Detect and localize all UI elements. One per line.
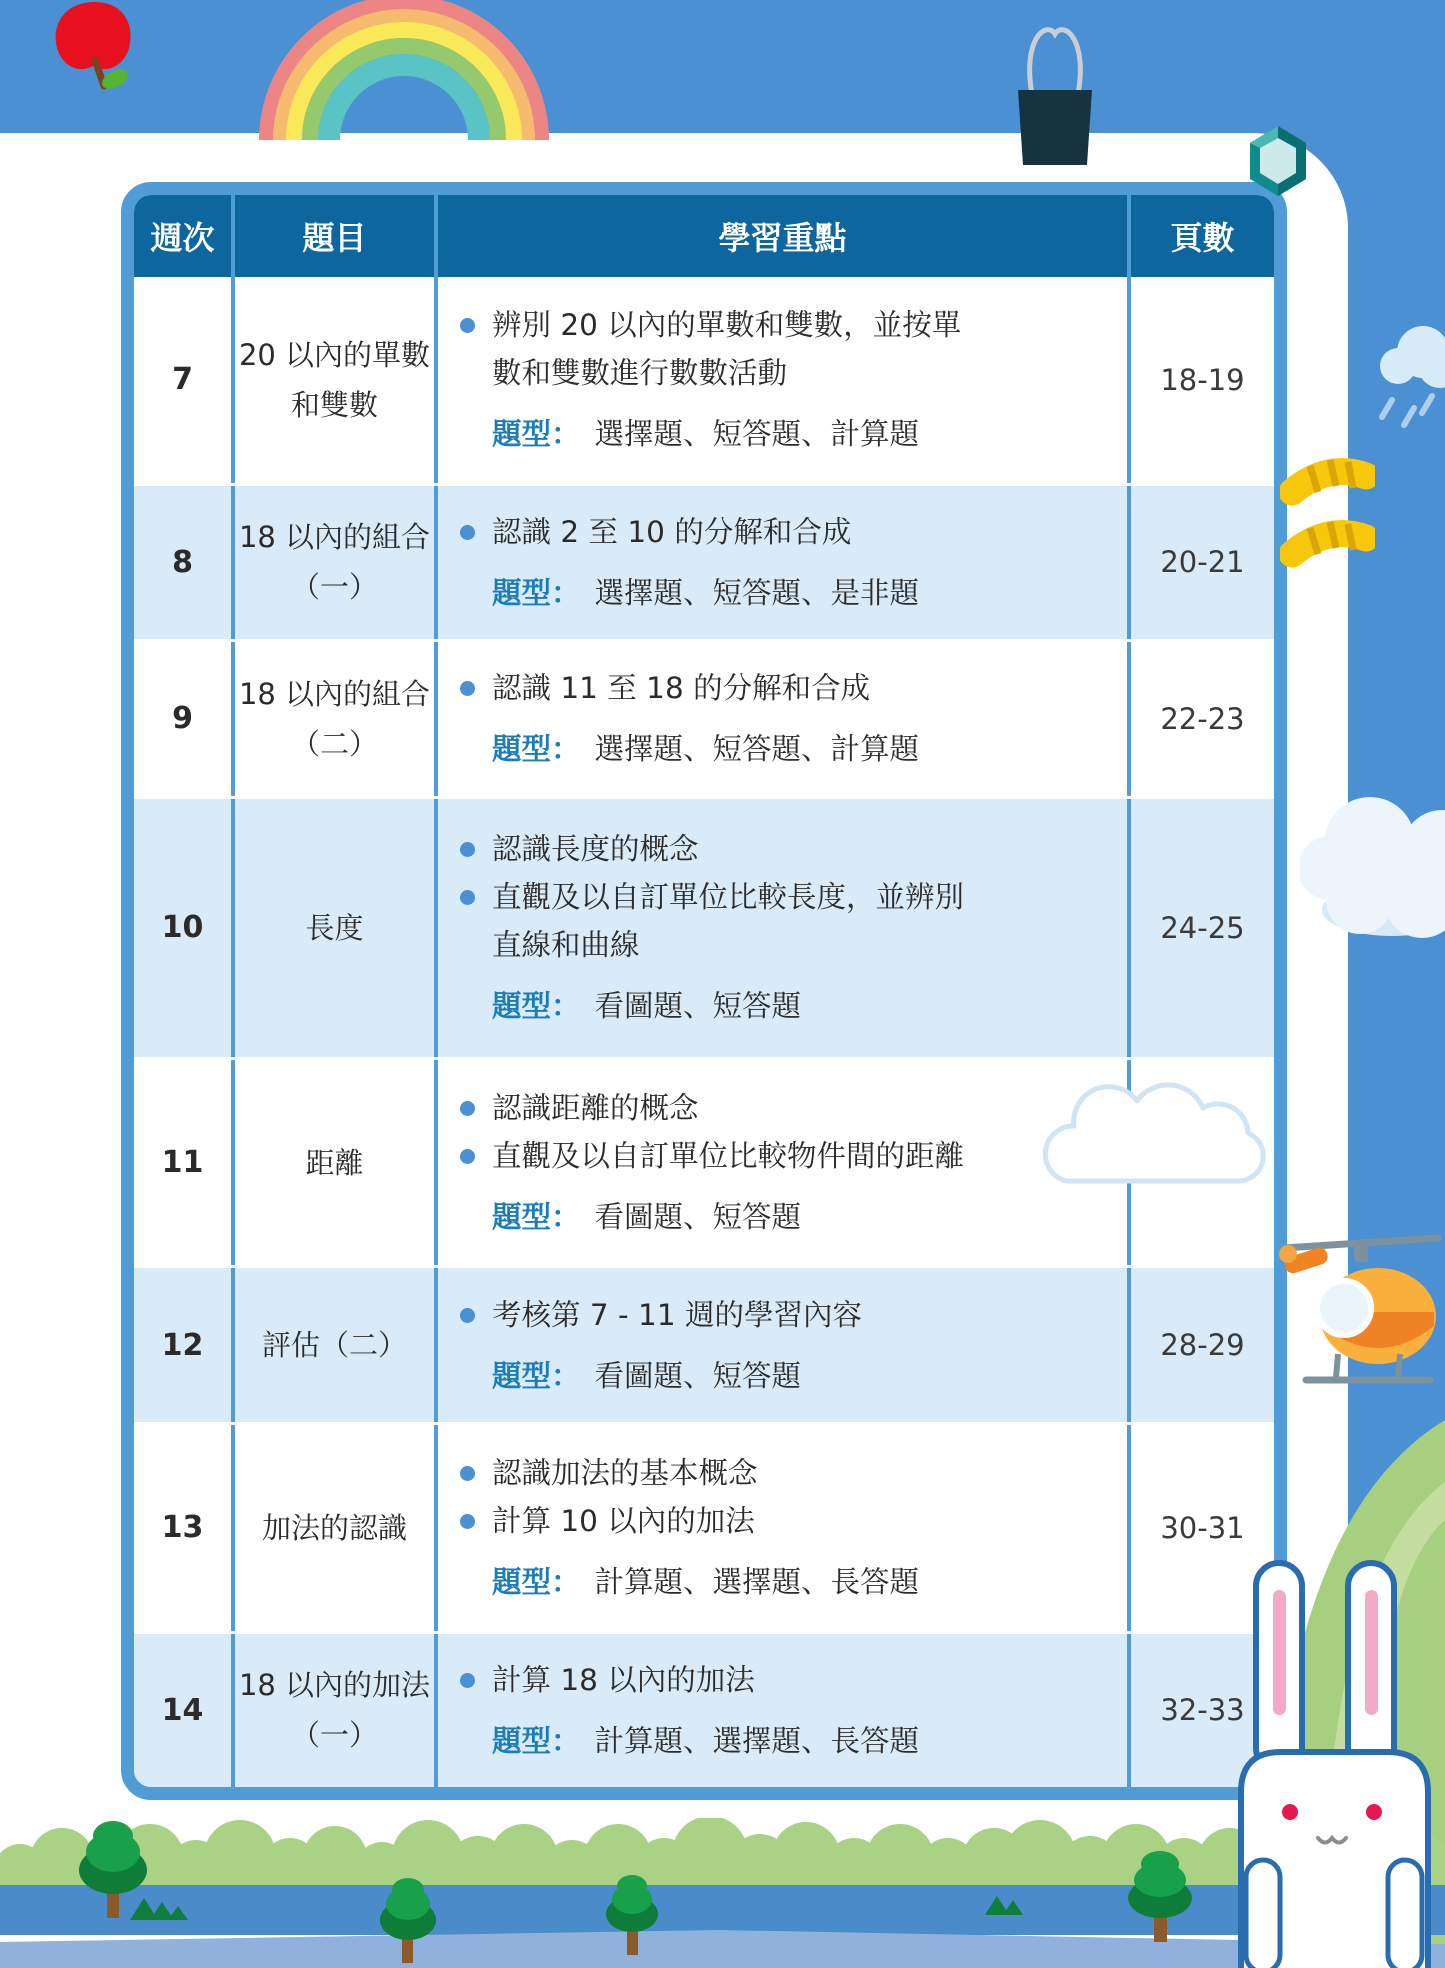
table-row [134,796,1274,1057]
contents-table [121,182,1287,1800]
type-text: 看圖題、短答題 [594,989,802,1024]
header-week: 週次 [150,219,215,257]
bullet-icon [460,681,475,696]
points-list: 認識距離的概念 直觀及以自訂單位比較物件間的距離 [460,1084,1117,1180]
helicopter-icon [1278,1220,1445,1395]
cloud-icon [1300,780,1445,940]
points-list: 計算 18 以內的加法 [460,1656,1117,1704]
type-text: 選擇題、短答題、是非題 [594,575,920,610]
table-header-row [134,195,1274,277]
bullet-icon [460,1514,475,1529]
points-cell [434,277,1127,483]
type-label: 題型： [492,417,581,452]
table-row [134,1265,1274,1421]
bullet-icon [460,890,475,905]
table-row [134,1422,1274,1631]
question-types-line [492,725,1117,773]
points-list: 認識長度的概念 直觀及以自訂單位比較長度，並辨別 直線和曲線 [460,825,1117,969]
pages-cell [1127,277,1274,483]
bullet-icon [460,1308,475,1323]
bullet-icon [460,1466,475,1481]
week-number: 8 [172,544,193,580]
topic-cell: 評估（二） [231,1268,434,1421]
type-label: 題型： [492,1565,581,1600]
points-cell [434,1060,1127,1266]
type-label: 題型： [492,989,581,1024]
river-icon [0,1885,1445,1935]
points-list: 辨別 20 以內的單數和雙數，並按單 數和雙數進行數數活動 [460,301,1117,397]
outline-cloud-icon [1030,1055,1275,1215]
week-cell [134,642,231,795]
type-text: 計算題、選擇題、長答題 [594,1723,920,1758]
page-range: 22-23 [1160,701,1245,736]
type-label: 題型： [492,1200,581,1234]
question-types-line [492,1558,1117,1606]
topic-cell: 18 以內的組合 （一） [231,486,434,639]
question-types-line [492,1352,1117,1400]
striped-ribbon-icon [1280,452,1375,570]
bullet-icon [460,1101,475,1116]
topic-cell: 長度 [231,799,434,1057]
topic-cell: 距離 [231,1060,434,1266]
week-number: 12 [161,1327,204,1363]
week-cell [134,1425,231,1631]
points-list: 認識 2 至 10 的分解和合成 [460,508,1117,556]
week-cell [134,799,231,1057]
week-number: 14 [161,1692,204,1728]
table-rows [134,277,1274,1787]
points-cell [434,642,1127,795]
bullet-icon [460,525,475,540]
points-list: 認識 11 至 18 的分解和合成 [460,664,1117,712]
points-cell [434,486,1127,639]
bullet-icon [460,1149,475,1164]
bush-row-icon [0,1818,1445,1896]
type-label: 題型： [492,732,581,767]
table-row [134,639,1274,795]
pages-cell [1127,486,1274,639]
week-cell [134,1268,231,1421]
page-range: 32-33 [1160,1693,1245,1728]
page-range: 30-31 [1160,1510,1245,1545]
question-types-line [492,1717,1117,1765]
week-number: 10 [161,910,204,946]
page-range: 20-21 [1160,545,1245,580]
bullet-icon [460,842,475,857]
week-cell [134,277,231,483]
page-range: 18-19 [1160,362,1245,397]
pages-cell [1127,642,1274,795]
week-cell [134,1634,231,1787]
question-types-line [492,1193,1117,1241]
topic-cell: 加法的認識 [231,1425,434,1631]
rabbit-icon [1238,1560,1433,1968]
binder-clip-icon [1014,14,1096,166]
type-text: 看圖題、短答題 [594,1200,802,1234]
gem-icon [1250,126,1306,196]
table-row [134,1631,1274,1787]
topic-cell: 18 以內的組合 （二） [231,642,434,795]
topic-cell: 18 以內的加法 （一） [231,1634,434,1787]
question-types-line [492,982,1117,1030]
type-text: 選擇題、短答題、計算題 [594,732,920,767]
week-cell [134,1060,231,1266]
page-range: 28-29 [1160,1328,1245,1363]
week-number: 13 [161,1510,204,1546]
rainbow-icon [254,0,554,140]
week-number: 9 [172,701,193,737]
question-types-line [492,410,1117,458]
points-cell [434,799,1127,1057]
type-label: 題型： [492,575,581,610]
table-row [134,277,1274,483]
topic-cell: 20 以內的單數 和雙數 [231,277,434,483]
header-points: 學習重點 [434,195,1127,277]
type-text: 看圖題、短答題 [594,1358,802,1393]
header-pages: 頁數 [1127,195,1274,277]
type-text: 選擇題、短答題、計算題 [594,417,920,452]
question-types-line [492,569,1117,617]
week-cell [134,486,231,639]
type-text: 計算題、選擇題、長答題 [594,1565,920,1600]
table-row [134,483,1274,639]
week-number: 11 [161,1145,204,1180]
bullet-icon [460,318,475,333]
header-topic: 題目 [231,195,434,277]
type-label: 題型： [492,1358,581,1393]
week-number: 7 [172,362,193,398]
pages-cell [1127,1268,1274,1421]
points-list: 考核第 7 - 11 週的學習內容 [460,1291,1117,1339]
type-label: 題型： [492,1723,581,1758]
bullet-icon [460,1673,475,1688]
apple-icon [45,0,145,92]
points-list: 認識加法的基本概念 計算 10 以內的加法 [460,1449,1117,1545]
river-bank-landscape [0,1818,1445,1968]
points-cell [434,1425,1127,1631]
page-range: 24-25 [1160,910,1245,945]
points-cell [434,1268,1127,1421]
rain-cloud-icon [1378,322,1445,437]
pages-cell [1127,799,1274,1057]
points-cell [434,1634,1127,1787]
